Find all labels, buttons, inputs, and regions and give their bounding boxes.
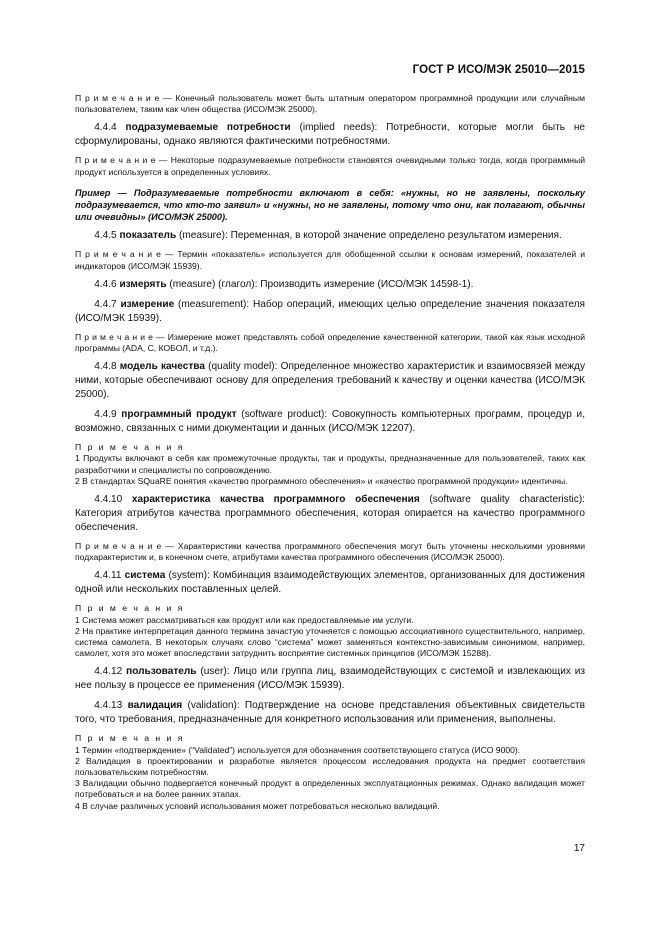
term-name: подразумеваемые потребности: [125, 122, 291, 134]
note-label: П р и м е ч а н и е: [75, 155, 156, 166]
note-paragraph: [75, 249, 585, 271]
term-definition: [75, 493, 585, 535]
term-number: 4.4.5: [94, 230, 117, 242]
term-number: 4.4.8: [94, 361, 117, 373]
note-item: 1 Система может рассматриваться как продукт или как предоставляемые им услуги.: [75, 614, 414, 625]
note-item: 2 На практике интерпретация данного термина зачастую уточняется с помощью ассоциативного существительного, например, система самолета. В некоторых случаях слово “система” может заменяться контекстно-зависимым синонимом, например, самолет, хотя это может впоследствии затруднить восприятие системных принципов (ИСО/МЭК 15288).: [75, 625, 585, 659]
note-text: — Конечный пользователь может быть штатным оператором программной продукции или случайным пользователем, таким как член общества (ИСО/МЭК 25000).: [75, 93, 585, 115]
page-number: 17: [573, 843, 585, 854]
term-number: 4.4.13: [94, 700, 123, 712]
term-text: (user): Лицо или группа лиц, взаимодействующих с системой и извлекающих из нее пользу в процессе ее применения (ИСО/МЭК 15939).: [75, 666, 585, 692]
document-body: [75, 93, 585, 812]
term-name: пользователь: [126, 666, 197, 678]
notes-heading: П р и м е ч а н и я: [75, 603, 185, 614]
term-definition: [75, 121, 585, 149]
note-text: — Некоторые подразумеваемые потребности становятся очевидными только тогда, когда программный продукт используется в определенных условиях.: [75, 155, 586, 177]
term-name: измерение: [120, 298, 175, 310]
term-number: 4.4.6: [94, 278, 117, 290]
document-header: ГОСТ Р ИСО/МЭК 25010—2015: [412, 64, 585, 76]
term-number: 4.4.11: [94, 570, 122, 582]
term-name: показатель: [119, 230, 177, 242]
note-paragraph: [75, 155, 585, 177]
note-label: П р и м е ч а н и е: [75, 331, 153, 342]
term-text: (software product): Совокупность компьютерных программ, процедур и, возможно, связанных с ними документации и данных (ИСО/МЭК 12207).: [75, 409, 585, 435]
term-number: 4.4.10: [94, 494, 123, 506]
note-item: 1 Продукты включают в себя как промежуточные продукты, так и продукты, предназначенные для пользователей, таких как разработчики и специалисты по сопровождению.: [75, 453, 585, 475]
term-name: характеристика качества программного обеспечения: [131, 494, 420, 506]
notes-group: [75, 603, 585, 659]
term-text: (measurement): Набор операций, имеющих целью определение значения показателя (ИСО/МЭК 15939).: [75, 298, 585, 324]
note-item: 3 Валидации обычно подвергается конечный продукт в определенных эксплуатационных режимах. Однако валидация может потребоваться и на более ранних этапах.: [75, 778, 585, 800]
term-definition: [75, 278, 585, 292]
term-definition: [75, 360, 585, 402]
note-paragraph: [75, 541, 585, 563]
term-number: 4.4.9: [94, 409, 117, 421]
notes-group: [75, 442, 585, 487]
note-item: 1 Термин «подтверждение» (“Validated”) используется для обозначения соответствующего статуса (ИСО 9000).: [75, 744, 521, 755]
term-definition: [75, 298, 585, 326]
term-text: (measure): Переменная, в которой значение определено результатом измерения.: [176, 230, 562, 242]
term-number: 4.4.12: [94, 666, 123, 678]
note-text: — Измерение может представлять собой определение качественной категории, такой как язык исходной программы (ADA, C, КОБОЛ, и т.д.).: [75, 331, 586, 354]
term-text: (quality model): Определенное множество характеристик и взаимосвязей между ними, которые обеспечивают основу для определения требований к качеству и оценки качества (ИСО/МЭК 25000).: [75, 361, 585, 401]
term-definition: [75, 229, 585, 243]
notes-heading: П р и м е ч а н и я: [75, 442, 185, 453]
term-definition: [75, 569, 585, 597]
term-name: измерять: [119, 278, 167, 290]
term-name: система: [124, 570, 166, 582]
term-definition: [75, 408, 585, 436]
notes-group: [75, 733, 585, 811]
example-paragraph: Пример — Подразумеваемые потребности включают в себя: «нужны, но не заявлены, поскольку подразумевается, что кто-то заявил» и «нужны, но не заявлены, потому что они, как полагают, обычны или очевидны» (ИСО/МЭК 25000).: [75, 187, 585, 223]
note-text: — Термин «показатель» используется для обобщенной ссылки к основам измерений, показателей и индикаторов (ИСО/МЭК 15939).: [75, 249, 586, 271]
note-item: 2 В стандартах SQuaRE понятия «качество программного обеспечения» и «качество программной продукции» идентичны.: [75, 475, 568, 486]
notes-heading: П р и м е ч а н и я: [75, 733, 185, 744]
term-text: (validation): Подтверждение на основе представления объективных свидетельств того, что требования, предназначенные для конкретного использования или применения, выполнены.: [75, 700, 585, 726]
note-label: П р и м е ч а н и е: [75, 541, 162, 552]
term-name: модель качества: [119, 361, 205, 373]
term-text: (system): Комбинация взаимодействующих элементов, организованных для достижения одной или нескольких поставленных целей.: [75, 570, 585, 596]
term-definition: [75, 699, 585, 727]
note-text: — Характеристики качества программного обеспечения могут быть уточнены несколькими уровнями подхарактеристик и, в конечном счете, атрибутами качества программного обеспечения (ИСО/МЭК 25000).: [75, 541, 586, 563]
note-label: П р и м е ч а н и е: [75, 93, 160, 103]
term-number: 4.4.7: [94, 298, 117, 310]
term-text: (implied needs): Потребности, которые могли быть не сформулированы, однако являются фактическими потребностями.: [75, 122, 586, 148]
note-label: П р и м е ч а н и е: [75, 249, 161, 260]
term-text: (software quality characteristic): Категория атрибутов качества программного обеспечения, которая опирается на качество программного обеспечения.: [75, 494, 585, 534]
note-item: 4 В случае различных условий использования может потребоваться несколько валидаций.: [75, 800, 440, 811]
term-name: валидация: [127, 700, 183, 712]
term-number: 4.4.4: [94, 122, 117, 134]
note-paragraph: [75, 332, 585, 354]
term-text: (measure) (глагол): Производить измерение (ИСО/МЭК 14598-1).: [166, 278, 474, 290]
note-item: 2 Валидация в проектировании и разработке является процессом исследования продукта на предмет соответствия пользовательским потребностям.: [75, 755, 585, 778]
term-definition: [75, 665, 585, 693]
term-name: программный продукт: [121, 409, 237, 421]
note-paragraph: [75, 93, 585, 115]
